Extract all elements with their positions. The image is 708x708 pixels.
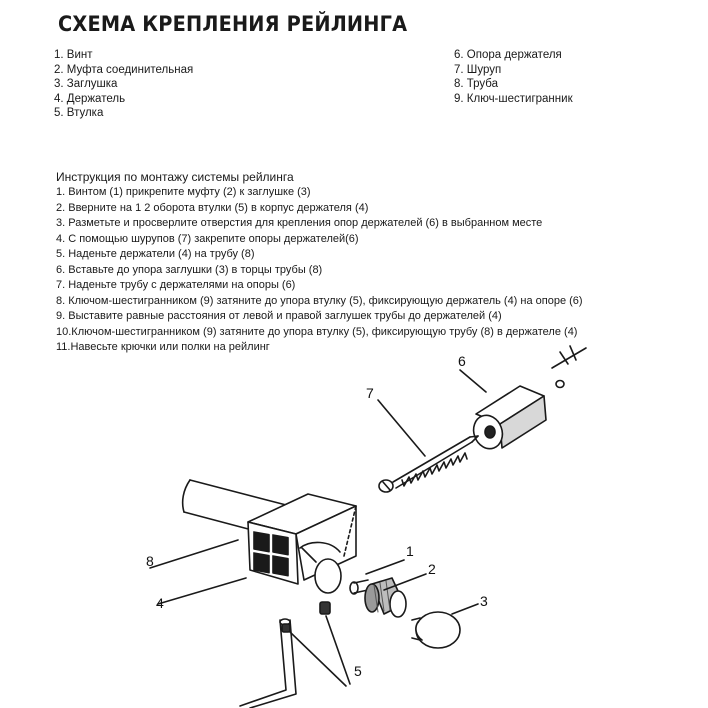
leader-line-1 bbox=[366, 560, 404, 574]
part-item: 3. Заглушка bbox=[54, 78, 118, 91]
assembly-diagram bbox=[0, 340, 708, 708]
holder-support-drawing bbox=[469, 381, 564, 453]
label-1: 1 bbox=[406, 543, 414, 559]
leader-line-3 bbox=[452, 604, 478, 614]
parts-list-right bbox=[454, 48, 573, 106]
screw-drawing bbox=[379, 436, 478, 492]
instruction-step: 6. Вставьте до упора заглушки (3) в торцы трубы (8) bbox=[56, 263, 323, 276]
label-5: 5 bbox=[354, 663, 362, 679]
instruction-step: 3. Разметьте и просверлите отверстия для крепления опор держателей (6) в выбранном месте bbox=[56, 217, 543, 229]
instruction-step: 11.Навесьте крючки или полки на рейлинг bbox=[56, 341, 270, 353]
instructions-list bbox=[56, 185, 583, 356]
part-item: 2. Муфта соединительная bbox=[54, 63, 194, 76]
leader-line-5a bbox=[326, 616, 350, 684]
holder-drawing bbox=[248, 494, 356, 593]
part-item: 9. Ключ-шестигранник bbox=[454, 92, 573, 105]
part-item: 1. Винт bbox=[54, 49, 93, 61]
label-6: 6 bbox=[458, 353, 466, 369]
label-3: 3 bbox=[480, 593, 488, 609]
page-title: СХЕМА КРЕПЛЕНИЯ РЕЙЛИНГА bbox=[58, 12, 408, 36]
leader-line-5b bbox=[290, 632, 346, 686]
instruction-step: 2. Вверните на 1 2 оборота втулки (5) в корпус держателя (4) bbox=[56, 201, 369, 214]
instruction-step: 4. С помощью шурупов (7) закрепите опоры держателей(6) bbox=[56, 232, 359, 245]
part-item: 4. Держатель bbox=[54, 92, 126, 105]
bushing-drawing bbox=[282, 602, 330, 632]
leader-line-7 bbox=[378, 400, 425, 456]
part-item: 6. Опора держателя bbox=[454, 49, 562, 61]
part-item: 8. Труба bbox=[454, 78, 499, 91]
wall-mark bbox=[552, 346, 586, 368]
leader-line-8 bbox=[150, 540, 238, 568]
instruction-step: 10.Ключом-шестигранником (9) затяните до упора втулку (5), фиксирующую трубу (8) в держателе (4) bbox=[56, 325, 578, 338]
instruction-step: 9. Выставите равные расстояния от левой и правой заглушек трубы до держателей (4) bbox=[56, 310, 502, 322]
part-item: 7. Шуруп bbox=[454, 63, 502, 76]
label-2: 2 bbox=[428, 561, 436, 577]
instruction-step: 8. Ключом-шестигранником (9) затяните до упора втулку (5), фиксирующую держатель (4) на опоре (6) bbox=[56, 294, 583, 307]
instruction-step: 5. Наденьте держатели (4) на трубу (8) bbox=[56, 248, 255, 260]
label-4: 4 bbox=[156, 595, 164, 611]
leader-line-6 bbox=[460, 370, 486, 392]
instruction-step: 7. Наденьте трубу с держателями на опоры (6) bbox=[56, 279, 296, 291]
instructions-title: Инструкция по монтажу системы рейлинга bbox=[56, 170, 294, 184]
label-7: 7 bbox=[366, 385, 374, 401]
label-8: 8 bbox=[146, 553, 154, 569]
cap-drawing bbox=[412, 612, 460, 648]
leader-line-4 bbox=[158, 578, 246, 604]
part-item: 5. Втулка bbox=[54, 107, 104, 120]
parts-list-left bbox=[54, 48, 193, 121]
instruction-step: 1. Винтом (1) прикрепите муфту (2) к заглушке (3) bbox=[56, 186, 311, 198]
